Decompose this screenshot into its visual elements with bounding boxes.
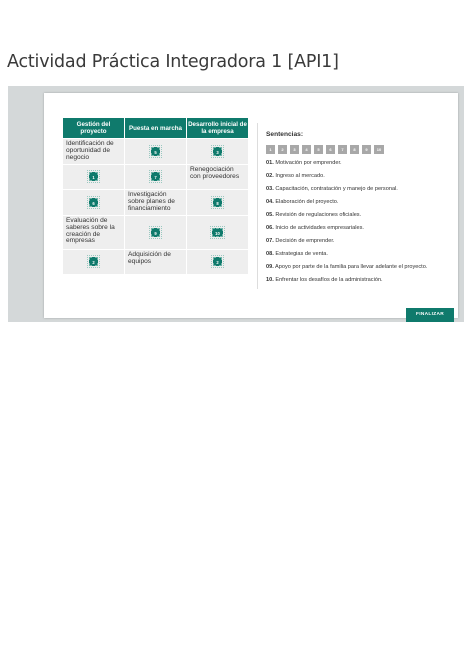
sentence-text: Capacitación, contratación y manejo de personal. (275, 186, 398, 192)
sentence-item (266, 199, 427, 212)
sentence-number: 03. (266, 186, 274, 192)
drop-zone[interactable] (125, 216, 187, 250)
sentence-number: 10. (266, 277, 274, 283)
number-chip[interactable]: 8 (350, 145, 359, 154)
table-row (63, 216, 249, 250)
sentence-text: Ingreso al mercado. (275, 173, 325, 179)
sentence-item (266, 238, 427, 251)
placed-number-chip[interactable]: 1 (89, 172, 98, 181)
sentence-number: 09. (266, 264, 274, 270)
placed-number-chip[interactable]: 2 (89, 257, 98, 266)
placed-number-chip[interactable]: 5 (151, 147, 160, 156)
number-chip[interactable]: 10 (374, 145, 384, 154)
placed-number-chip[interactable]: 9 (151, 228, 160, 237)
activity-card (44, 93, 458, 318)
table-row (63, 190, 249, 216)
drop-zone[interactable] (187, 139, 249, 165)
placed-number-chip[interactable]: 7 (151, 172, 160, 181)
sentence-item (266, 186, 427, 199)
placed-number-chip[interactable]: 6 (89, 198, 98, 207)
column-header: Gestión del proyecto (63, 118, 125, 139)
number-chip[interactable]: 3 (290, 145, 299, 154)
placed-number-chip[interactable]: 8 (213, 198, 222, 207)
placed-number-chip[interactable]: 2 (213, 257, 222, 266)
drop-zone[interactable] (187, 216, 249, 250)
drop-zone[interactable] (187, 250, 249, 275)
activity-frame (8, 86, 464, 322)
drop-zone[interactable] (187, 190, 249, 216)
sentence-text: Decisión de emprender. (275, 238, 335, 244)
sentence-text: Apoyo por parte de la familia para llevar adelante el proyecto. (275, 264, 428, 270)
drop-zone[interactable] (125, 139, 187, 165)
divider (257, 123, 258, 289)
sentence-number: 01. (266, 160, 274, 166)
sentences-title: Sentencias: (266, 131, 304, 138)
sentence-item (266, 160, 427, 173)
table-row (63, 139, 249, 165)
statement-cell: Identificación de oportunidad de negocio (63, 139, 125, 165)
sentence-item (266, 173, 427, 186)
sentence-number: 07. (266, 238, 274, 244)
sentence-item (266, 277, 427, 290)
number-chip[interactable]: 4 (302, 145, 311, 154)
number-chip[interactable]: 5 (314, 145, 323, 154)
sentence-number-bank (266, 145, 384, 154)
drop-zone[interactable] (63, 165, 125, 190)
finish-button[interactable]: FINALIZAR (406, 308, 454, 322)
sentence-item (266, 251, 427, 264)
sentence-number: 08. (266, 251, 274, 257)
drop-zone[interactable] (125, 165, 187, 190)
sentence-text: Inicio de actividades empresariales. (275, 225, 364, 231)
sentence-text: Motivación por emprender. (275, 160, 342, 166)
number-chip[interactable]: 7 (338, 145, 347, 154)
statement-cell: Renegociación con proveedores (187, 165, 249, 190)
placed-number-chip[interactable]: 3 (213, 147, 222, 156)
sentence-text: Elaboración del proyecto. (275, 199, 339, 205)
sentence-list (266, 160, 427, 290)
classification-table (62, 117, 249, 275)
sentence-text: Revisión de regulaciones oficiales. (275, 212, 362, 218)
column-header: Puesta en marcha (125, 118, 187, 139)
sentence-number: 05. (266, 212, 274, 218)
sentence-item (266, 225, 427, 238)
sentence-number: 04. (266, 199, 274, 205)
sentence-item (266, 212, 427, 225)
sentence-number: 06. (266, 225, 274, 231)
number-chip[interactable]: 9 (362, 145, 371, 154)
sentence-item (266, 264, 427, 277)
sentence-number: 02. (266, 173, 274, 179)
drop-zone[interactable] (63, 250, 125, 275)
drop-zone[interactable] (63, 190, 125, 216)
statement-cell: Investigación sobre planes de financiamiento (125, 190, 187, 216)
page-title: Actividad Práctica Integradora 1 [API1] (7, 52, 339, 72)
table-row (63, 165, 249, 190)
statement-cell: Adquisición de equipos (125, 250, 187, 275)
column-header: Desarrollo inicial de la empresa (187, 118, 249, 139)
number-chip[interactable]: 1 (266, 145, 275, 154)
sentence-text: Estrategias de venta. (275, 251, 328, 257)
sentence-text: Enfrentar los desafíos de la administración. (275, 277, 383, 283)
placed-number-chip[interactable]: 10 (212, 228, 223, 237)
number-chip[interactable]: 6 (326, 145, 335, 154)
number-chip[interactable]: 2 (278, 145, 287, 154)
table-row (63, 250, 249, 275)
statement-cell: Evaluación de saberes sobre la creación de empresas (63, 216, 125, 250)
